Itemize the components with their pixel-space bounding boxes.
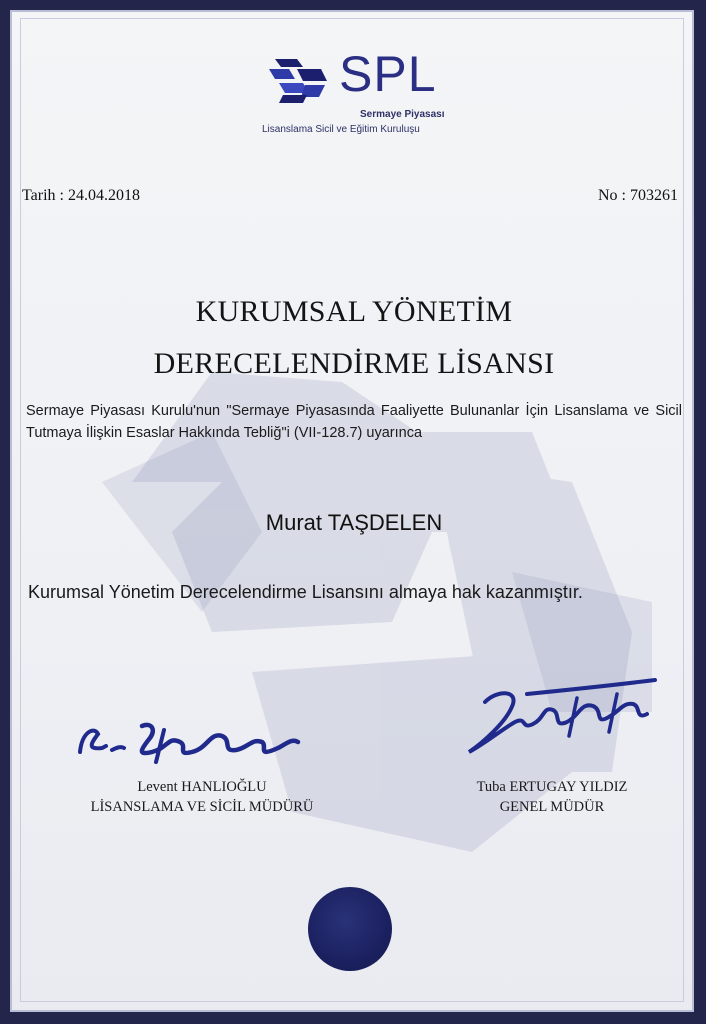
signatory-right-name: Tuba ERTUGAY YILDIZ: [476, 779, 628, 795]
recipient-name: Murat TAŞDELEN: [265, 510, 443, 535]
issue-date: Tarih : 24.04.2018: [22, 187, 140, 204]
certificate-title-line2: DERECELENDİRME LİSANSI: [153, 347, 555, 380]
signatory-left: [42, 777, 362, 817]
award-statement: Kurumsal Yönetim Derecelendirme Lisansını almaya hak kazanmıştır.: [28, 582, 583, 602]
signatory-left-name: Levent HANLIOĞLU: [137, 779, 267, 795]
signature-right-icon: [457, 672, 667, 762]
certificate-paper: [10, 10, 694, 1012]
spl-logo-mark-icon: [267, 57, 329, 105]
certificate-number: No : 703261: [598, 187, 678, 204]
certificate-title-line1: KURUMSAL YÖNETİM: [195, 295, 513, 328]
logo-subtitle-line1: Sermaye Piyasası: [360, 109, 445, 120]
logo-subtitle-line2: Lisanslama Sicil ve Eğitim Kuruluşu: [262, 124, 420, 135]
spl-logo-wordmark: SPL: [339, 46, 437, 102]
official-seal: [308, 887, 392, 971]
signatory-right-role: GENEL MÜDÜR: [499, 799, 605, 815]
signature-left-icon: [72, 712, 312, 772]
signatory-left-role: LİSANSLAMA VE SİCİL MÜDÜRÜ: [90, 799, 314, 815]
signatory-right: [422, 777, 682, 817]
legal-basis-text: Sermaye Piyasası Kurulu'nun "Sermaye Piyasasında Faaliyette Bulunanlar İçin Lisanslama ve Sicil Tutmaya İlişkin Esaslar Hakkında Tebliğ"i (VII-128.7) uyarınca: [26, 403, 682, 441]
spl-logo: [257, 47, 477, 142]
